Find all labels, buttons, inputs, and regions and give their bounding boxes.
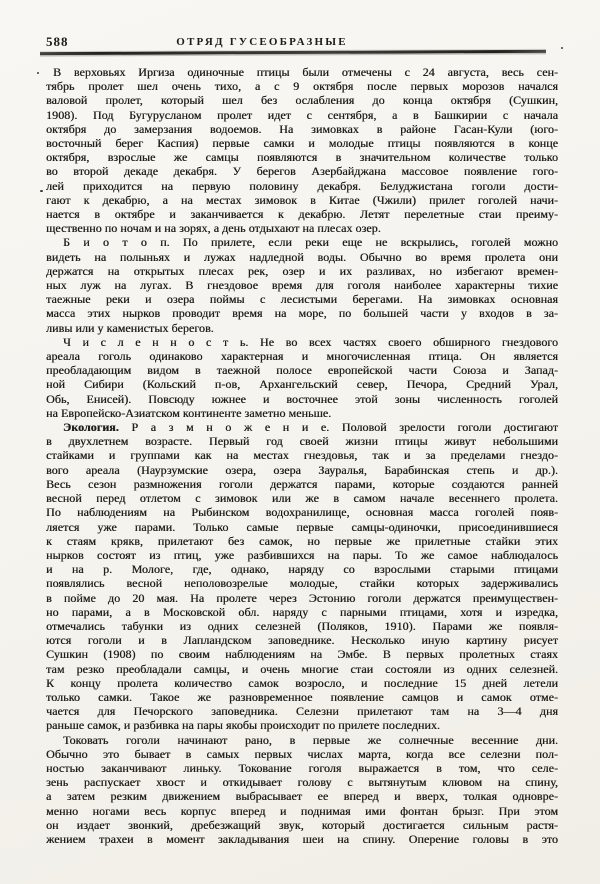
text-line: он издает звонкий, дребезжащий звук, который достигается сильным растя- xyxy=(46,817,558,832)
text-line: октября до замерзания водоемов. На зимовках в районе Гасан-Кули (юго- xyxy=(46,121,558,136)
paragraph xyxy=(46,420,558,732)
text-line: а затем резким движением выбрасывает ее вперед и вверх, толкая одновре- xyxy=(46,789,558,804)
text-line: весной перед отлетом с зимовок или же в самом начале весеннего пролета. xyxy=(46,491,558,506)
text-line: нается в октябре и заканчивается к декабрю. Летят перелетные стаи преиму- xyxy=(46,207,558,222)
text-line: Обычно это бывает в самых первых числах марта, когда все селезни пол- xyxy=(46,746,558,761)
text-line: чается для Печорского заповедника. Селезни прилетают там на 3—4 дня xyxy=(46,704,558,719)
text-line: вого ареала (Наурзумские озера, озера Зауралья, Барабинская степь и др.). xyxy=(46,462,558,477)
text-line: отмечались табунки из одних селезней (Поляков, 1910). Парами же появля- xyxy=(46,618,558,633)
text-line: ареала гоголь одинаково характерная и многочисленная птица. Он является xyxy=(46,349,558,364)
text-line: Обь, Енисей). Повсюду южнее и восточнее этой зоны численность гоголей xyxy=(46,391,558,406)
text-line: Весь сезон размножения гоголи держатся парами, которые создаются ранней xyxy=(46,476,558,491)
text-line: По наблюдениям на Рыбинском водохранилище, основная масса гоголей появ- xyxy=(46,505,558,520)
text-line: Экология. Р а з м н о ж е н и е. Половой зрелости гоголи достигают xyxy=(63,420,558,435)
text-line: тябрь пролет шел очень тихо, а с 9 октября после первых морозов начался xyxy=(46,79,558,94)
text-line: октября, взрослые же самцы появляются в значительном количестве только xyxy=(46,150,558,165)
text-line: Ч и с л е н н о с т ь. Не во всех частях своего обширного гнездового xyxy=(63,334,558,349)
text-line: Сушкин (1908) по своим наблюдениям на Эмбе. В первых пролетных стаях xyxy=(46,647,558,662)
text-line: к стаям крякв, прилетают без самок, но первые же прилетные стайки этих xyxy=(46,533,558,548)
paragraph xyxy=(46,733,558,847)
text-line: ностью заканчивают линьку. Токование гоголя выражается в том, что селе- xyxy=(46,760,558,775)
text-line: Токовать гоголи начинают рано, в первые же солнечные весенние дни. xyxy=(63,732,558,747)
paragraph xyxy=(46,335,558,420)
text-line: менно ногами весь корпус вперед и поднимая ими фонтан брызг. При этом xyxy=(46,803,558,818)
text-line: Б и о т о п. По прилете, если реки еще не вскрылись, гоголей можно xyxy=(63,235,558,250)
text-line: лей приходится на первую половину декабря. Белуджистана гоголи дости- xyxy=(46,178,558,193)
paragraph-lead: Экология. xyxy=(63,420,119,435)
paragraph xyxy=(46,65,558,235)
text-line: держатся на открытых плесах рек, озер и их разливах, но избегают времен- xyxy=(46,263,558,278)
text-line: раньше самок, и разбивка на пары якобы происходит по прилете последних. xyxy=(46,718,440,733)
scan-speck xyxy=(40,190,43,192)
text-line: таежные реки и озера поймы с лесистыми берегами. На зимовках основная xyxy=(46,292,558,307)
text-line: масса этих нырков проводит время на море, по большей части у входов в за- xyxy=(46,306,558,321)
text-line: гают к декабрю, а на местах зимовок в Китае (Чжили) прилет гоголей начи- xyxy=(46,192,558,207)
text-line: ной Сибири (Кольский п-ов, Архангельский север, Печора, Средний Урал, xyxy=(46,377,558,392)
text-line: на Европейско-Азиатском континенте заметно меньше. xyxy=(46,405,332,420)
text-line: В верховьях Иргиза одиночные птицы были отмечены с 24 августа, весь сен- xyxy=(53,65,558,79)
scan-speck xyxy=(37,72,39,74)
text-line: преобладающим видом в таежной полосе европейской части Союза и Запад- xyxy=(46,363,558,378)
paragraph xyxy=(46,235,558,334)
text-line: но парами, а в Московской обл. наряду с парными птицами, хотя и изредка, xyxy=(46,604,558,619)
text-line: ных луж на лугах. В гнездовое время для гоголя наиболее характерны тихие xyxy=(46,278,558,293)
text-line: восточный берег Каспия) первые самки и молодые птицы появляются в конце xyxy=(46,136,558,151)
text-line: появлялись весной неполовозрелые молодые, стайки которых задерживались xyxy=(46,576,558,591)
text-line: стайками и группами как на местах гнездовья, так и за пределами гнездо- xyxy=(46,448,558,463)
text-line: жением трахеи в момент закладывания шеи на спину. Оперение головы в это xyxy=(46,831,558,846)
body-text xyxy=(46,65,558,846)
text-line: только самки. Такое же разновременное появление самцов и самок отме- xyxy=(46,689,558,704)
text-line: видеть на полыньях и лужах надледной воды. Обычно во время пролета они xyxy=(46,249,558,264)
header-rule xyxy=(40,50,546,55)
text-line: ются гоголи и в Лапландском заповеднике. Несколько иную картину рисует xyxy=(46,633,558,648)
text-line: 1908). Под Бугурусланом пролет идет с сентября, а в Башкирии с начала xyxy=(46,107,558,122)
text-line: ляется уже парами. Только самые первые самцы-одиночки, присоединившиеся xyxy=(46,519,558,534)
text-line: нырков состоят из птиц, уже разбившихся на пары. То же самое наблюдалось xyxy=(46,547,558,562)
page-number: 588 xyxy=(46,34,69,49)
text-line: в двухлетнем возрасте. Первый год своей жизни птицы живут небольшими xyxy=(46,434,558,449)
running-head: ОТРЯД ГУСЕОБРАЗНЫЕ xyxy=(176,36,348,48)
scan-speck xyxy=(561,47,563,49)
text-line: и на р. Мологе, где, однако, наряду со взрослыми старыми птицами xyxy=(46,562,558,577)
text-line: там резко преобладали самцы, и очень многие стаи состояли из одних селезней. xyxy=(46,661,558,676)
text-line: валовой пролет, который шел без ослабления до конца октября (Сушкин, xyxy=(46,93,558,108)
text-line: во второй декаде декабря. У берегов Азербайджана массовое появление гого- xyxy=(46,164,558,179)
text-line: ливы или у каменистых берегов. xyxy=(46,320,214,335)
text-line: щественно по ночам и на зорях, а день отдыхают на плесах озер. xyxy=(46,221,381,236)
text-line: зень распускает хвост и откидывает голову с вытянутым клювом на спину, xyxy=(46,775,558,790)
text-line: в пойме до 20 мая. На пролете через Эстонию гоголи держатся преимуществен- xyxy=(46,590,558,605)
text-line: К концу пролета количество самок возросло, и последние 15 дней летели xyxy=(46,675,558,690)
